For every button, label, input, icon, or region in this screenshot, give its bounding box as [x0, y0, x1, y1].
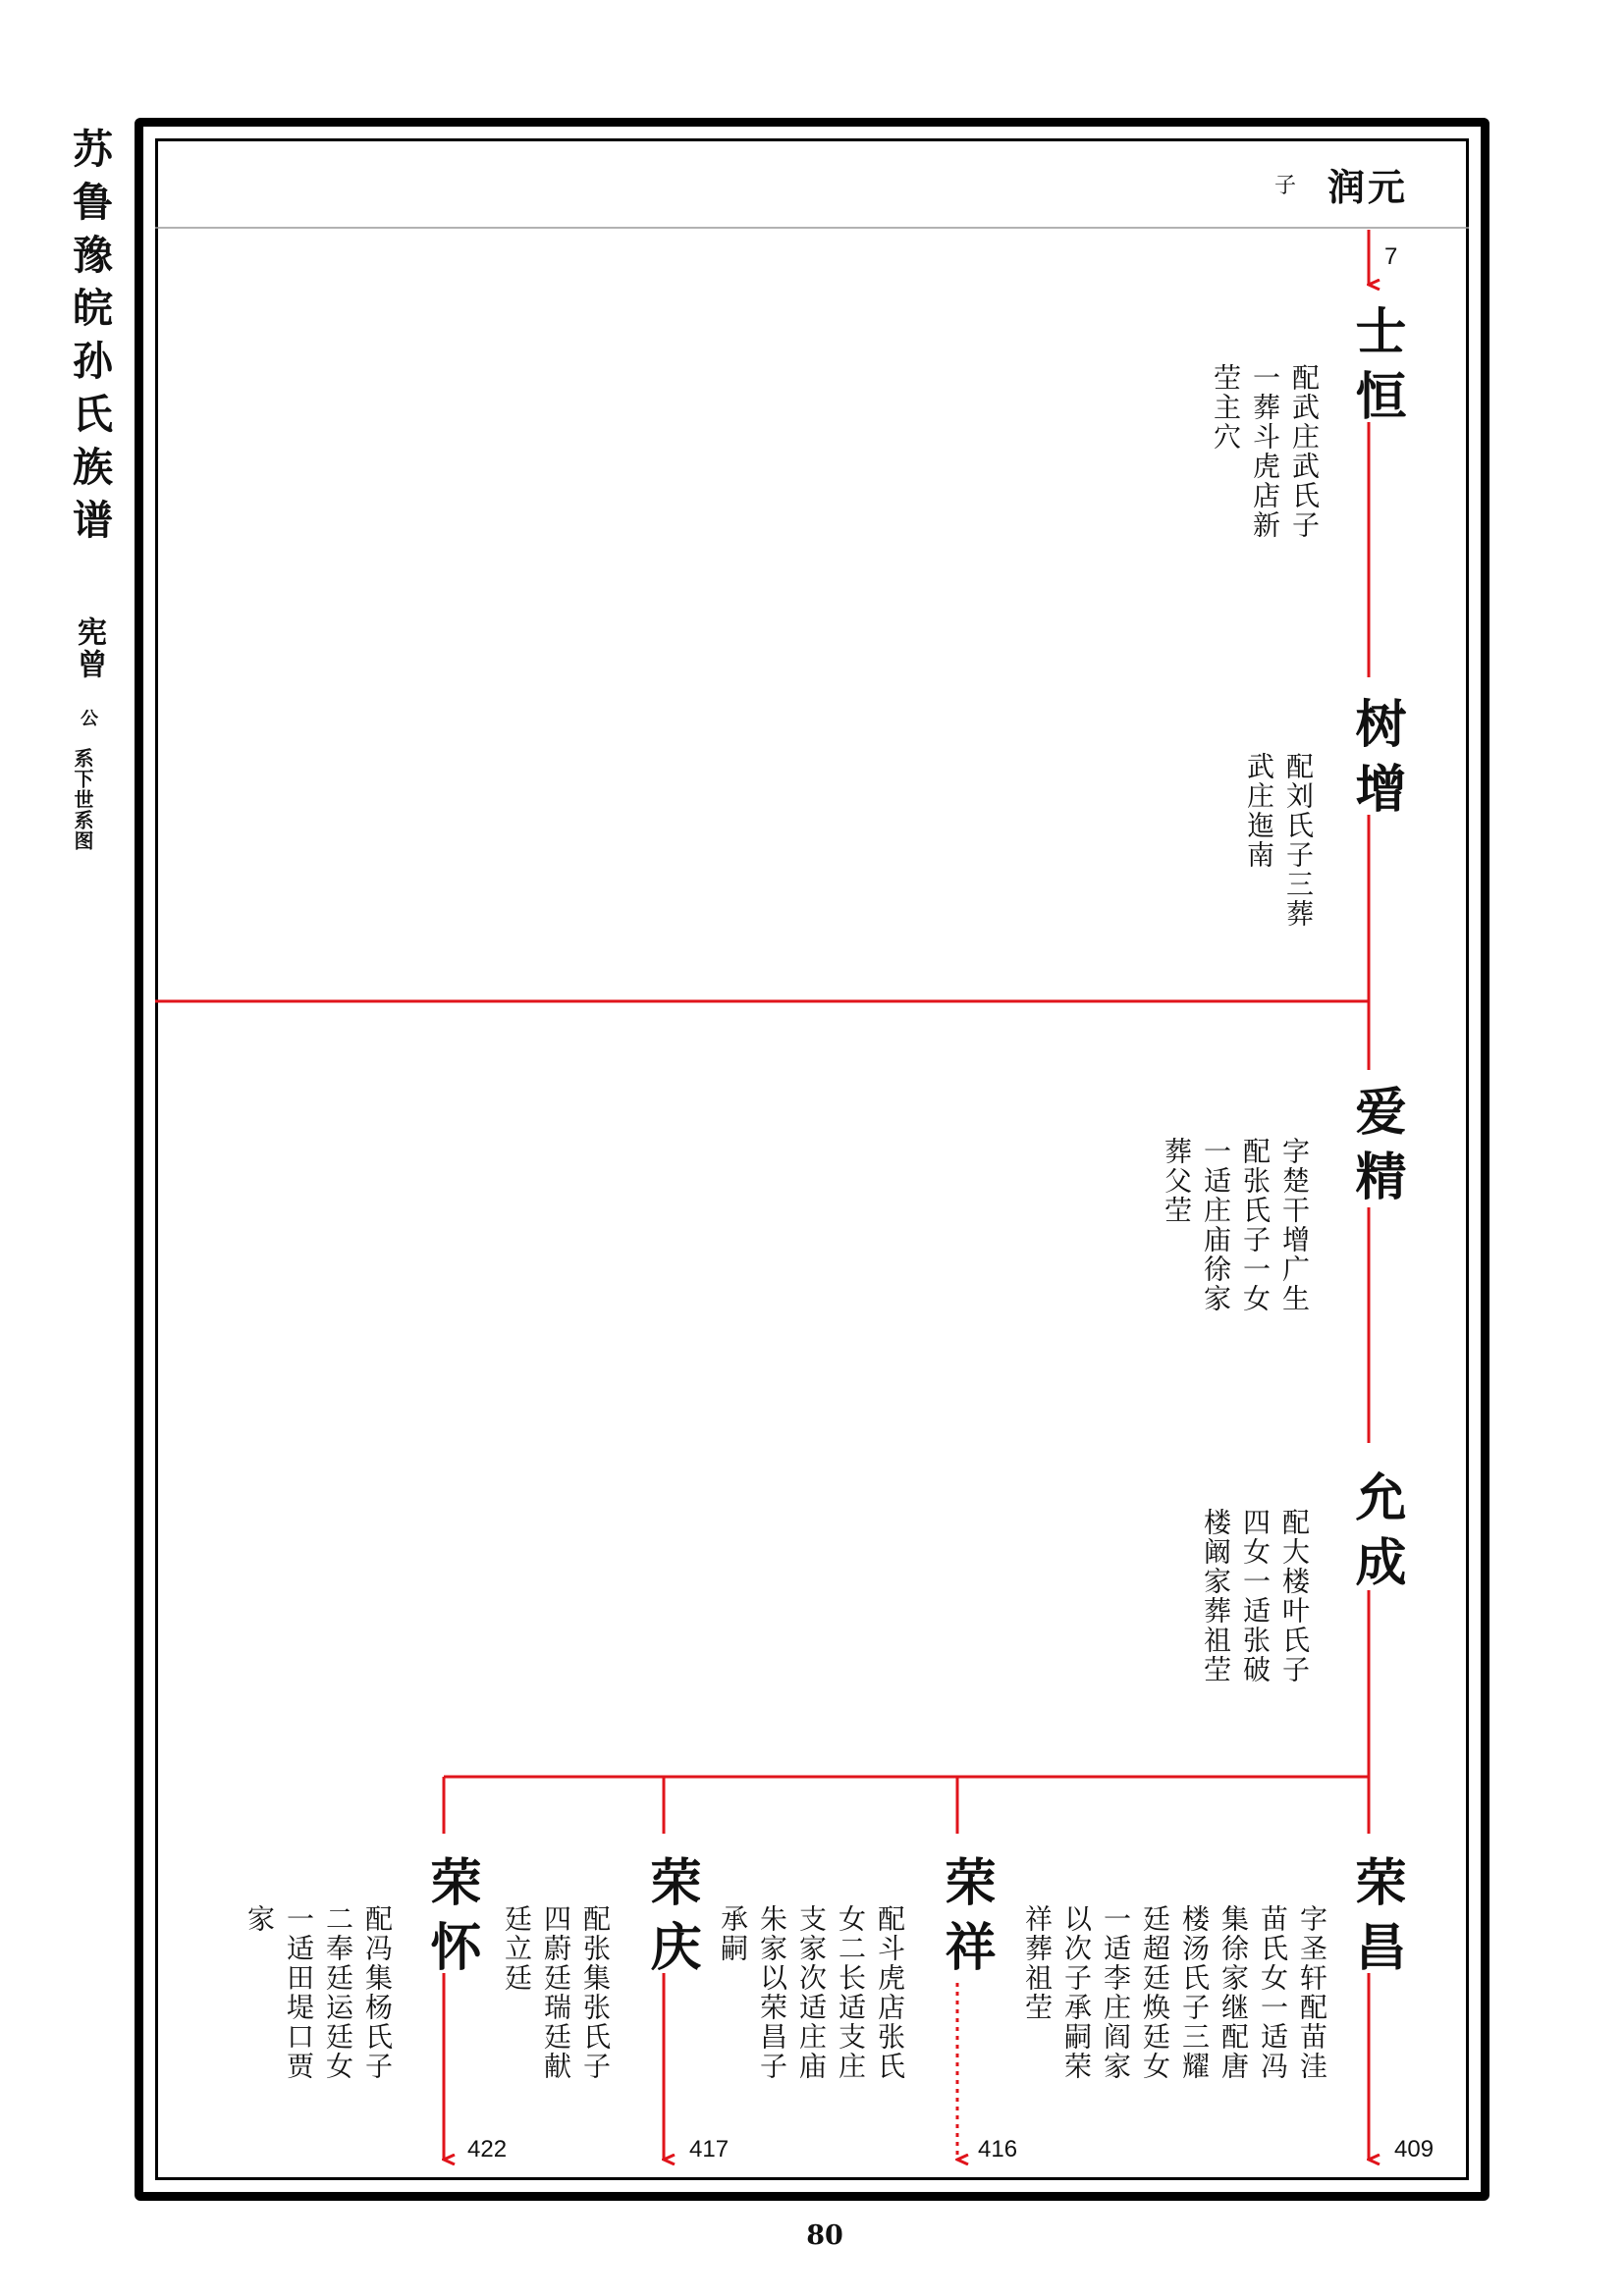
person-note-aijing: 字楚干增广生 配张氏子一女 一适庄庙徐家 葬父茔	[1161, 1137, 1311, 1313]
root-label: 子	[1274, 174, 1297, 198]
child-note-rongxiang: 配斗虎店张氏 女二长适支庄 支家次适庄庙 朱家以荣昌子 承嗣	[717, 1904, 906, 2081]
person-note-shiheng: 配武庄武氏子 一葬斗虎店新 茔主穴	[1210, 363, 1321, 540]
ancestor-name: 宪曾	[72, 616, 106, 681]
person-name-shiheng: 士恒	[1346, 304, 1406, 434]
child-ref-ronghuai: 422	[467, 2136, 508, 2163]
child-ref-rongchang: 409	[1394, 2136, 1435, 2163]
person-name-shuzeng: 树增	[1346, 697, 1406, 827]
person-note-shuzeng: 配刘氏子三葬 武庄迤南	[1243, 752, 1315, 929]
person-name-aijing: 爱精	[1346, 1085, 1406, 1214]
ancestor-honorific: 公	[78, 709, 98, 726]
child-note-rongchang: 字圣轩配苗洼 苗氏女一适冯 集徐家继配唐 楼汤氏子三耀 廷超廷焕廷女 一适李庄阎家 以次子承嗣荣 祥葬祖茔	[1021, 1904, 1328, 2081]
root-name: 润元	[1327, 165, 1409, 209]
child-ref-rongqing: 417	[689, 2136, 730, 2163]
genealogy-title: 苏鲁豫皖孙氏族谱	[66, 128, 113, 552]
person-name-yuncheng: 允成	[1346, 1470, 1406, 1600]
child-name-ronghuai: 荣怀	[421, 1855, 481, 1985]
series-caption: 系下世系图	[71, 748, 94, 851]
page-number: 80	[806, 2220, 843, 2251]
child-name-rongchang: 荣昌	[1346, 1855, 1406, 1985]
person-note-yuncheng: 配大楼叶氏子 四女一适张破 楼阚家葬祖茔	[1200, 1508, 1311, 1684]
child-note-ronghuai: 配冯集杨氏子 二奉廷运廷女 一适田堤口贾 家	[244, 1904, 394, 2081]
child-ref-rongxiang: 416	[978, 2136, 1018, 2163]
child-name-rongqing: 荣庆	[641, 1855, 701, 1985]
root-ref: 7	[1384, 243, 1398, 270]
child-note-rongqing: 配张集张氏子 四蔚廷瑞廷献 廷立廷	[501, 1904, 612, 2081]
child-name-rongxiang: 荣祥	[936, 1855, 996, 1985]
